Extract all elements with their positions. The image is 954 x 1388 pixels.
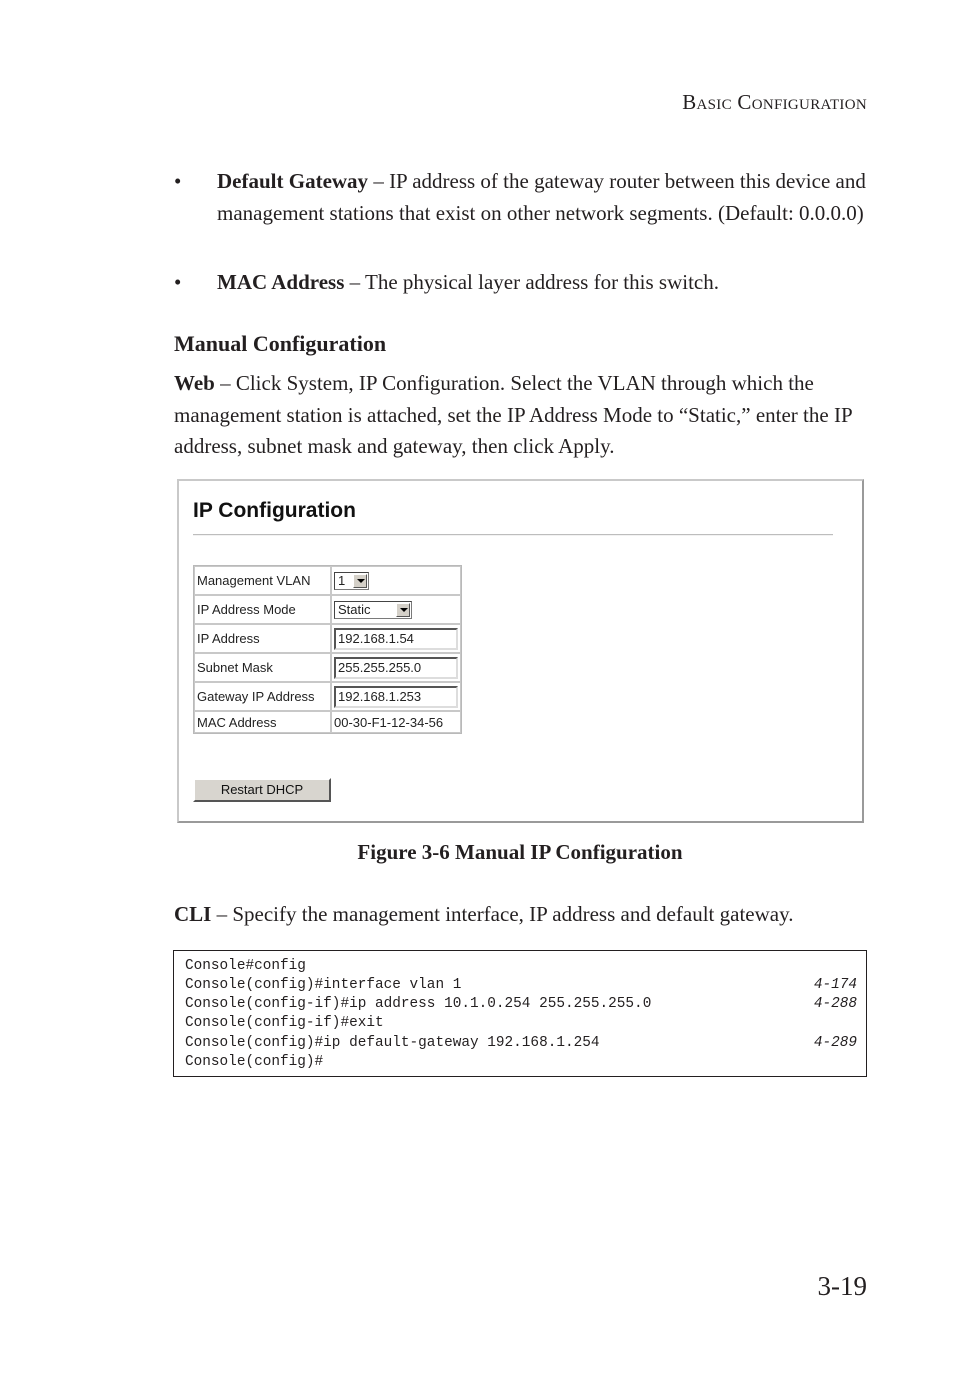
chevron-down-icon (353, 574, 367, 588)
code-line: Console(config)#interface vlan 1 (185, 977, 462, 993)
title-divider (193, 534, 833, 536)
chevron-down-icon (396, 603, 410, 617)
row-label: MAC Address (194, 711, 331, 733)
row-label: Subnet Mask (194, 653, 331, 682)
row-value (331, 653, 461, 682)
code-reference: 4-174 (813, 977, 857, 993)
bullet-marker: • (174, 169, 182, 193)
ip-address-input[interactable]: 192.168.1.54 (334, 628, 458, 650)
select-value: 1 (338, 572, 346, 588)
cli-instructions (174, 899, 894, 931)
table-row (194, 711, 461, 733)
row-label: Gateway IP Address (194, 682, 331, 711)
management-vlan-select[interactable] (334, 572, 369, 590)
cli-code-block (173, 950, 867, 1077)
web-term: Web (174, 371, 215, 395)
table-row (194, 653, 461, 682)
table-row (194, 595, 461, 624)
bullet-text (217, 166, 877, 229)
code-line: Console(config)# (185, 1054, 324, 1070)
cli-term: CLI (174, 902, 212, 926)
row-label: IP Address (194, 624, 331, 653)
figure-caption: Figure 3-6 Manual IP Configuration (357, 840, 683, 864)
bullet-term: Default Gateway (217, 169, 369, 193)
bullet-description: – IP address of the gateway router between this device and management stations that exist on other network segments. (Default: 0.0.0.0) (217, 169, 866, 225)
table-row (194, 682, 461, 711)
row-value (331, 682, 461, 711)
select-value: Static (338, 601, 371, 617)
bullet-marker: • (174, 270, 182, 294)
gateway-ip-input[interactable]: 192.168.1.253 (334, 686, 458, 708)
table-row (194, 566, 461, 595)
bullet-description: – The physical layer address for this switch. (344, 270, 719, 294)
table-row (194, 624, 461, 653)
code-line: Console(config-if)#ip address 10.1.0.254 255.255.255.0 (185, 996, 652, 1012)
mac-address-value: 00-30-F1-12-34-56 (331, 711, 461, 733)
ip-config-table (193, 565, 462, 734)
code-reference: 4-288 (813, 996, 857, 1012)
bullet-term: MAC Address (217, 270, 345, 294)
web-text: – Click System, IP Configuration. Select the VLAN through which the management station is attached, set the IP Address Mode to “Static,” enter the IP address, subnet mask and gateway, then click Apply. (174, 371, 852, 458)
ip-address-mode-select[interactable] (334, 601, 412, 619)
bullet-text (217, 267, 877, 299)
running-head: Basic Configuration (682, 90, 867, 114)
row-label: IP Address Mode (194, 595, 331, 624)
cli-text: – Specify the management interface, IP address and default gateway. (211, 902, 794, 926)
code-line: Console(config-if)#exit (185, 1015, 384, 1031)
row-value (331, 595, 461, 624)
page-number: 3-19 (817, 1271, 867, 1301)
subnet-mask-input[interactable]: 255.255.255.0 (334, 657, 458, 679)
code-reference: 4-289 (813, 1035, 857, 1051)
row-label: Management VLAN (194, 566, 331, 595)
code-line: Console(config)#ip default-gateway 192.168.1.254 (185, 1035, 600, 1051)
restart-dhcp-button[interactable]: Restart DHCP (193, 778, 331, 802)
web-instructions (174, 368, 874, 463)
ip-configuration-screenshot (177, 479, 864, 823)
screenshot-title: IP Configuration (193, 499, 356, 522)
code-line: Console#config (185, 958, 306, 974)
row-value (331, 566, 461, 595)
section-heading: Manual Configuration (174, 331, 387, 356)
row-value (331, 624, 461, 653)
